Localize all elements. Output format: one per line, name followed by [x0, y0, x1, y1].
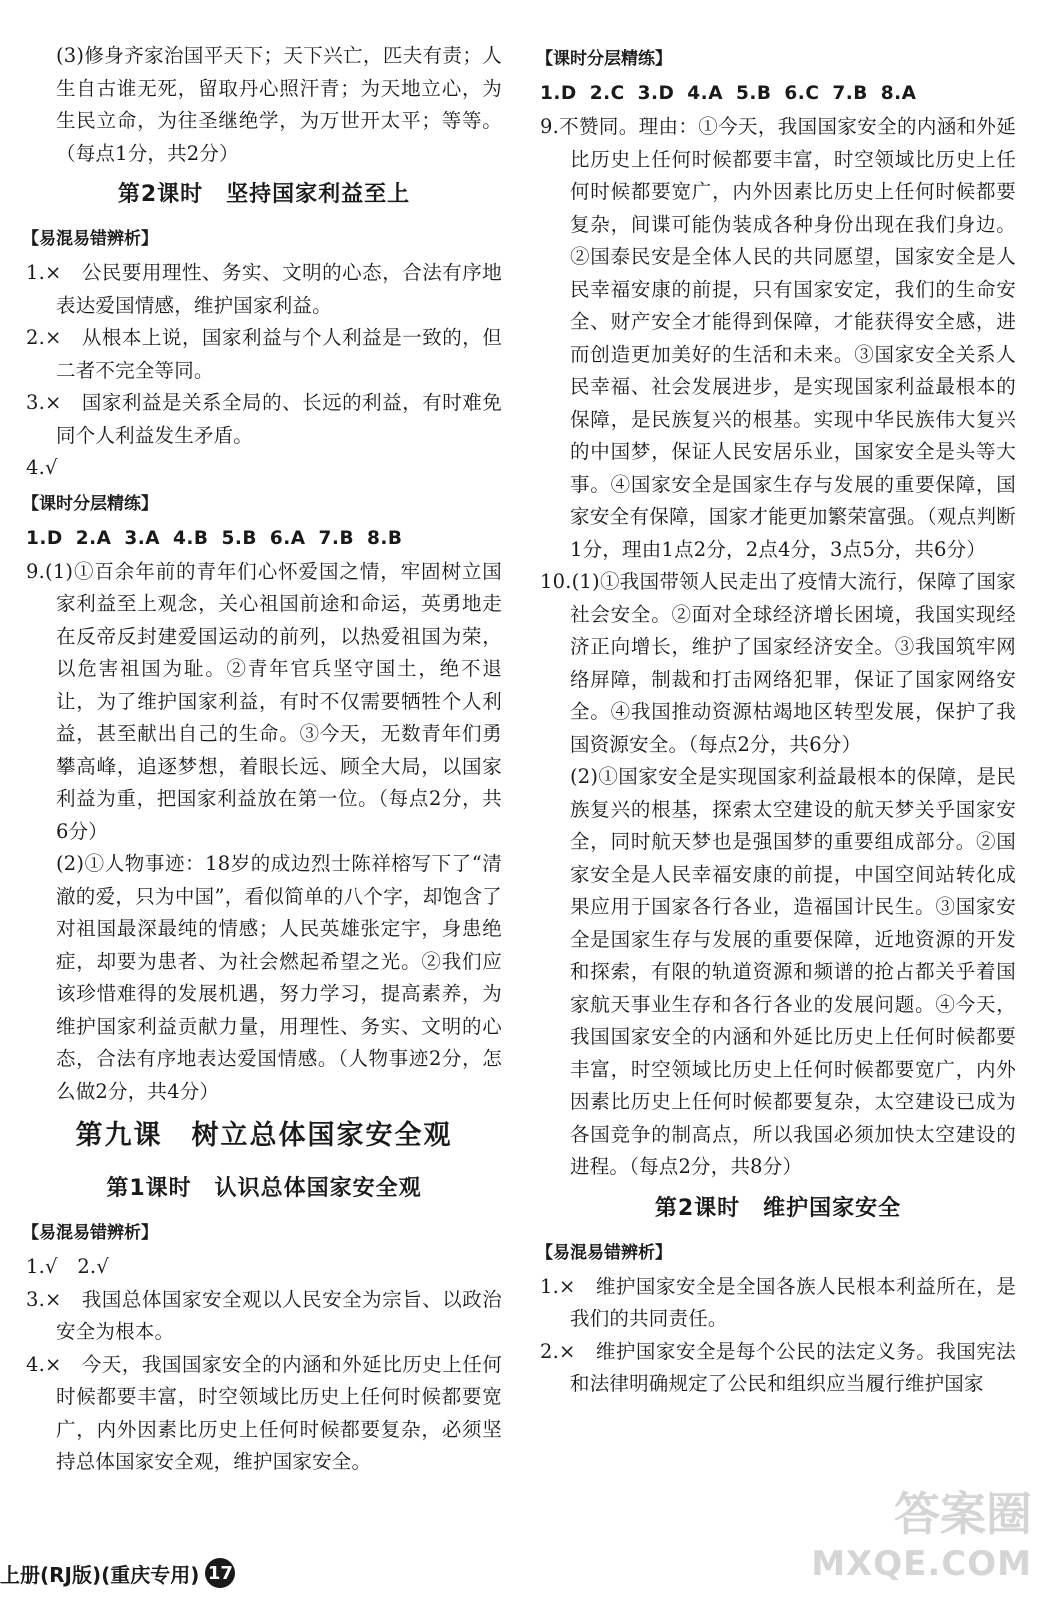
section-practice-right: 【课时分层精练】 [536, 49, 672, 69]
confuse-item-2: 2.× 从根本上说，国家利益与个人利益是一致的，但二者不完全等同。 [26, 326, 502, 382]
section-easy-confuse: 【易混易错辨析】 [22, 229, 158, 249]
watermark-chinese: 答案圈 [894, 1487, 1032, 1541]
q10-part1: 10.(1)①我国带领人民走出了疫情大流行，保障了国家社会安全。②面对全球经济增长困境，我国实现经济正向增长，维护了国家经济安全。③我国筑牢网络屏障，制裁和打击网络犯罪，保证了国家网络安全。④我国推动资源枯竭地区转型发展，保护了我国资源安全。（每点2分，共6分） [540, 570, 1016, 756]
intro-answer: (3)修身齐家治国平天下；天下兴亡，匹夫有责；人生自古谁无死，留取丹心照汗青；为天地立心，为生民立命，为往圣继绝学，为万世开太平；等等。（每点1分，共2分） [56, 44, 502, 165]
safety-item-2: 2.× 维护国家安全是每个公民的法定义务。我国宪法和法律明确规定了公民和组织应当履行维护国家 [540, 1339, 1016, 1395]
confuse-item-1: 1.× 公民要用理性、务实、文明的心态，合法有序地表达爱国情感，维护国家利益。 [26, 261, 502, 317]
mc-answers-right: 1.D 2.C 3.D 4.A 5.B 6.C 7.B 8.A [540, 83, 917, 104]
judge-items-1-2: 1.√ 2.√ [26, 1255, 109, 1278]
right-column [536, 40, 1016, 1401]
left-column [22, 40, 502, 1479]
confuse-item-4: 4.√ [26, 456, 58, 479]
unit-title: 第九课 树立总体国家安全观 [75, 1120, 453, 1151]
q9-part2: (2)①人物事迹：18岁的成边烈士陈祥榕写下了“清澈的爱，只为中国”，看似简单的八个字，却饱含了对祖国最深最纯的情感；人民英雄张定宇，身患绝症，却要为患者、为社会燃起希望之光。②我们应该珍惜难得的发展机遇，努力学习，提高素养，为维护国家利益贡献力量，用理性、务实、文明的心态，合法有序地表达爱国情感。（人物事迹2分，怎么做2分，共4分） [56, 852, 502, 1103]
page-footer [0, 1558, 235, 1588]
lesson-2-title: 第2课时 坚持国家利益至上 [117, 182, 411, 207]
q9-part1: 9.(1)①百余年前的青年们心怀爱国之情，牢固树立国家利益至上观念，关心祖国前途和命运，英勇地走在反帝反封建爱国运动的前列，以热爱祖国为荣，以危害祖国为耻。②青年官兵坚守国土，绝不退让，为了维护国家利益，有时不仅需要牺牲个人利益，甚至献出自己的生命。③今天，无数青年们勇攀高峰，追逐梦想，着眼长远、顾全大局，以国家利益为重，把国家利益放在第一位。（每点2分，共6分） [26, 559, 502, 843]
lesson-2-title-right: 第2课时 维护国家安全 [654, 1195, 902, 1221]
footer-edition: 上册(RJ版)(重庆专用) [0, 1562, 200, 1587]
judge-item-3: 3.× 我国总体国家安全观以人民安全为宗旨、以政治安全为根本。 [26, 1287, 502, 1343]
lesson-1-title: 第1课时 认识总体国家安全观 [106, 1176, 422, 1201]
safety-item-1: 1.× 维护国家安全是全国各族人民根本利益所在，是我们的共同责任。 [540, 1274, 1016, 1330]
q9-answer-right: 9.不赞同。理由：①今天，我国国家安全的内涵和外延比历史上任何时候都要丰富，时空领域比历史上任何时候都要宽广，内外因素比历史上任何时候都要复杂，间谍可能伪装成各种身份出现在我们身边。②国泰民安是全体人民的共同愿望，国家安全是人民幸福安康的前提，只有国家安定，我们的生命安全、财产安全才能得到保障，才能获得安全感，进而创造更加美好的生活和未来。③国家安全关系人民幸福、社会发展进步，是实现国家利益最根本的保障，是民族复兴的根基。实现中华民族伟大复兴的中国梦，保证人民安居乐业，国家安全是头等大事。④国家安全是国家生存与发展的重要保障，国家安全有保障，国家才能更加繁荣富强。（观点判断1分，理由1点2分，2点4分，3点5分，共6分） [540, 115, 1016, 561]
q10-part2: (2)①国家安全是实现国家利益最根本的保障，是民族复兴的根基，探索太空建设的航天梦关乎国家安全，同时航天梦也是强国梦的重要组成部分。②国家安全是人民幸福安康的前提，中国空间站转化成果应用于国家各行各业，造福国计民生。③国家安全是国家生存与发展的重要保障，近地资源的开发和探索，有限的轨道资源和频谱的抢占都关乎着国家航天事业生存和各行各业的发展问题。④今天，我国国家安全的内涵和外延比历史上任何时候都要丰富，时空领域比历史上任何时候都要宽广，内外因素比历史上任何时候都要复杂，太空建设已成为各国竞争的制高点，所以我国必须加快太空建设的进程。（每点2分，共8分） [570, 765, 1016, 1178]
page-number-badge: 17 [205, 1558, 235, 1588]
watermark-domain: MXQE.COM [811, 1544, 1032, 1584]
section-easy-confuse-2: 【易混易错辨析】 [22, 1223, 158, 1243]
section-easy-confuse-right: 【易混易错辨析】 [536, 1242, 672, 1263]
judge-item-4: 4.× 今天，我国国家安全的内涵和外延比历史上任何时候都要丰富，时空领域比历史上任何时候都要宽广，内外因素比历史上任何时候都要复杂，必须坚持总体国家安全观，维护国家安全。 [26, 1352, 502, 1473]
confuse-item-3: 3.× 国家利益是关系全局的、长远的利益，有时难免同个人利益发生矛盾。 [26, 391, 502, 447]
watermark-logo [811, 1478, 1032, 1588]
section-practice: 【课时分层精练】 [22, 493, 158, 514]
mc-answers: 1.D 2.A 3.A 4.B 5.B 6.A 7.B 8.B [26, 527, 403, 549]
